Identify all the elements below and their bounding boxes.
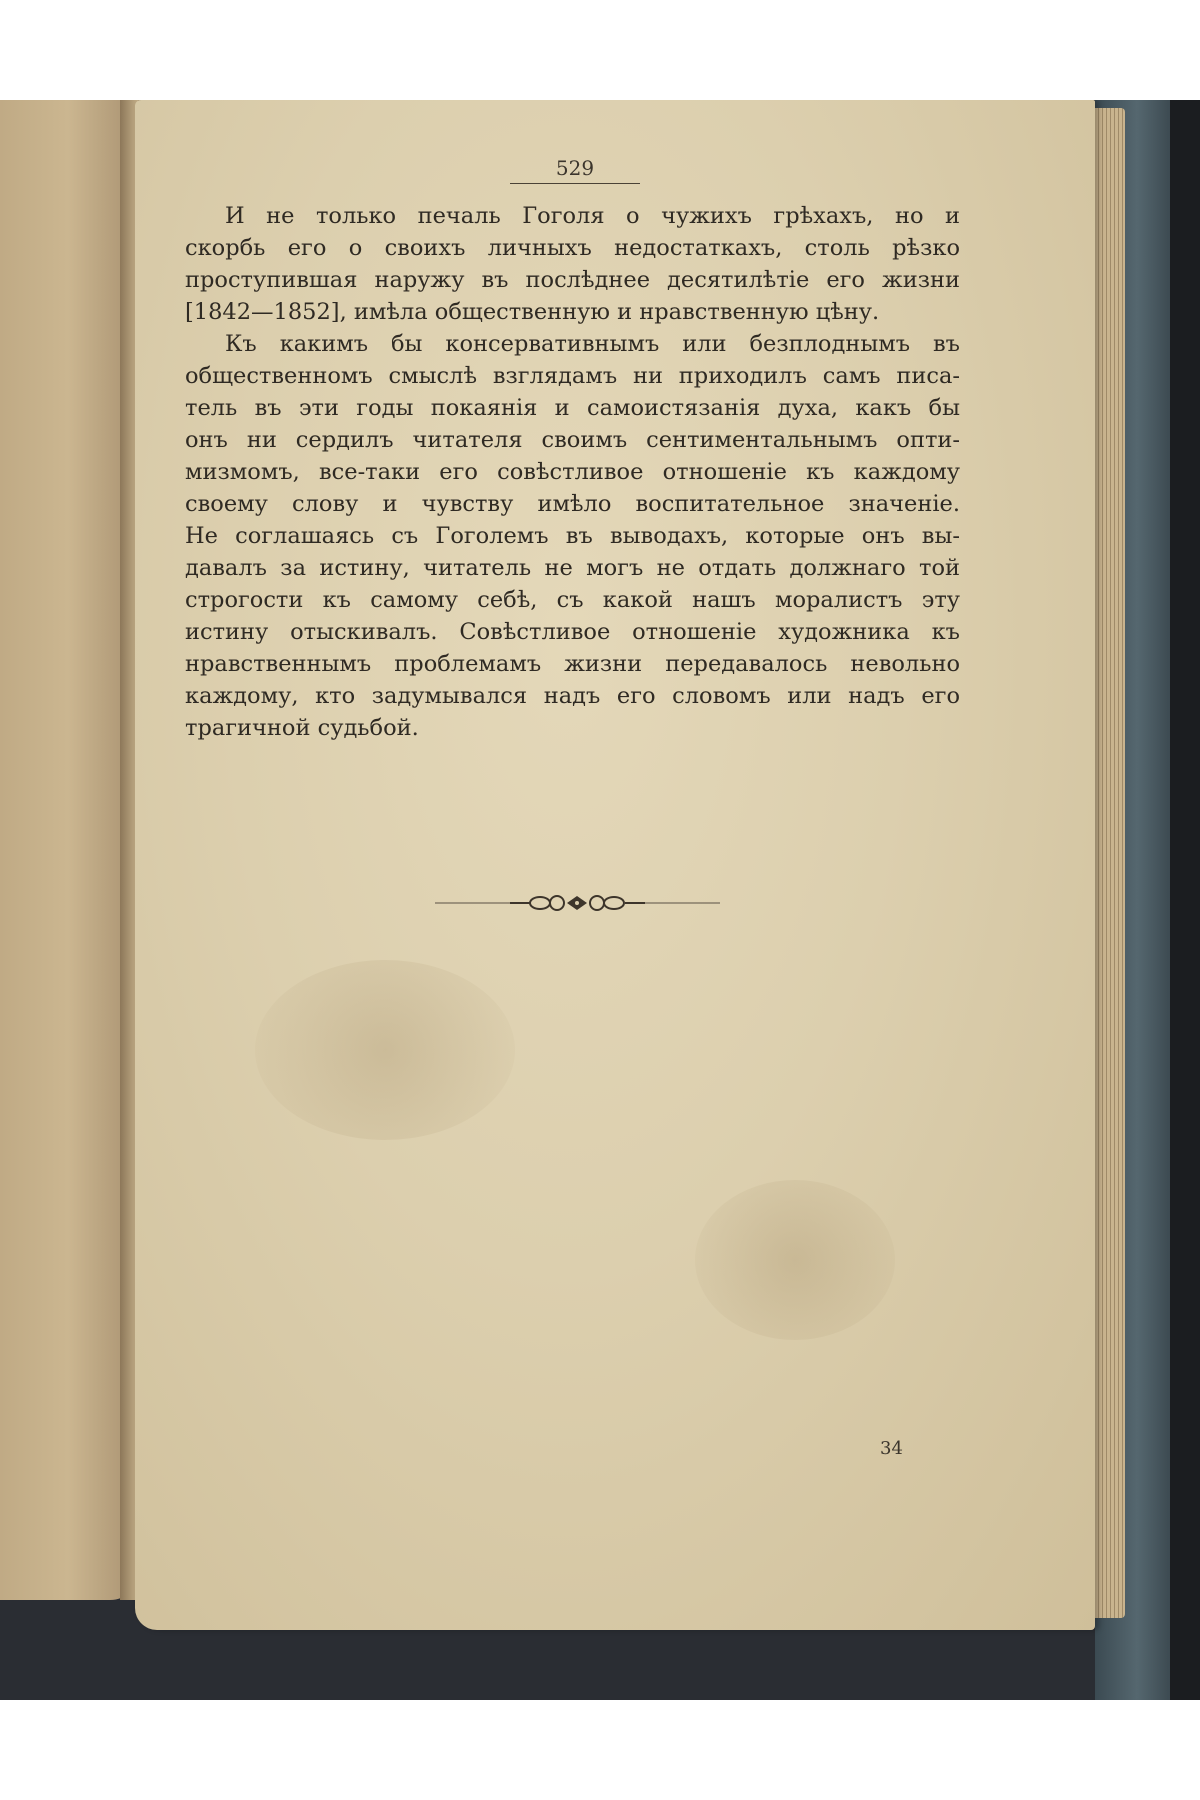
book-photo: [0, 100, 1200, 1700]
text-line: [1842—1852], имѣла общественную и нравственную цѣну.: [185, 299, 880, 325]
text-line: онъ ни сердилъ читателя своимъ сентиментальнымъ опти-: [185, 427, 960, 453]
footer-page-number: 34: [880, 1438, 903, 1459]
header-page-number: 529: [555, 156, 595, 180]
text-line: И не только печаль Гоголя о чужихъ грѣхахъ, но и: [225, 203, 960, 229]
body-text: [185, 200, 960, 744]
text-line: строгости къ самому себѣ, съ какой нашъ моралистъ эту: [185, 587, 960, 613]
text-line: Не соглашаясь съ Гоголемъ въ выводахъ, которые онъ вы-: [185, 523, 960, 549]
ornament-divider-icon: [435, 890, 720, 916]
text-line: мизмомъ, все-таки его совѣстливое отношеніе къ каждому: [185, 459, 960, 485]
book-page: [135, 100, 1095, 1630]
paper-stain: [695, 1180, 895, 1340]
text-line: своему слову и чувству имѣло воспитательное значеніе.: [185, 491, 960, 517]
text-line: проступившая наружу въ послѣднее десятилѣтіе его жизни: [185, 267, 960, 293]
text-line: скорбь его о своихъ личныхъ недостаткахъ, столь рѣзко: [185, 235, 960, 261]
text-line: истину отыскивалъ. Совѣстливое отношеніе художника къ: [185, 619, 960, 645]
text-line: давалъ за истину, читатель не могъ не отдать должнаго той: [185, 555, 960, 581]
text-line: Къ какимъ бы консервативнымъ или безплоднымъ въ: [225, 331, 960, 357]
text-line: трагичной судьбой.: [185, 715, 419, 741]
header-rule: [510, 183, 640, 184]
left-page: [0, 100, 140, 1600]
cover-shadow: [1170, 100, 1200, 1700]
paper-stain: [255, 960, 515, 1140]
text-line: тель въ эти годы покаянія и самоистязанія духа, какъ бы: [185, 395, 960, 421]
text-line: общественномъ смыслѣ взглядамъ ни приходилъ самъ писа-: [185, 363, 960, 389]
text-line: нравственнымъ проблемамъ жизни передавалось невольно: [185, 651, 960, 677]
text-line: каждому, кто задумывался надъ его словомъ или надъ его: [185, 683, 960, 709]
